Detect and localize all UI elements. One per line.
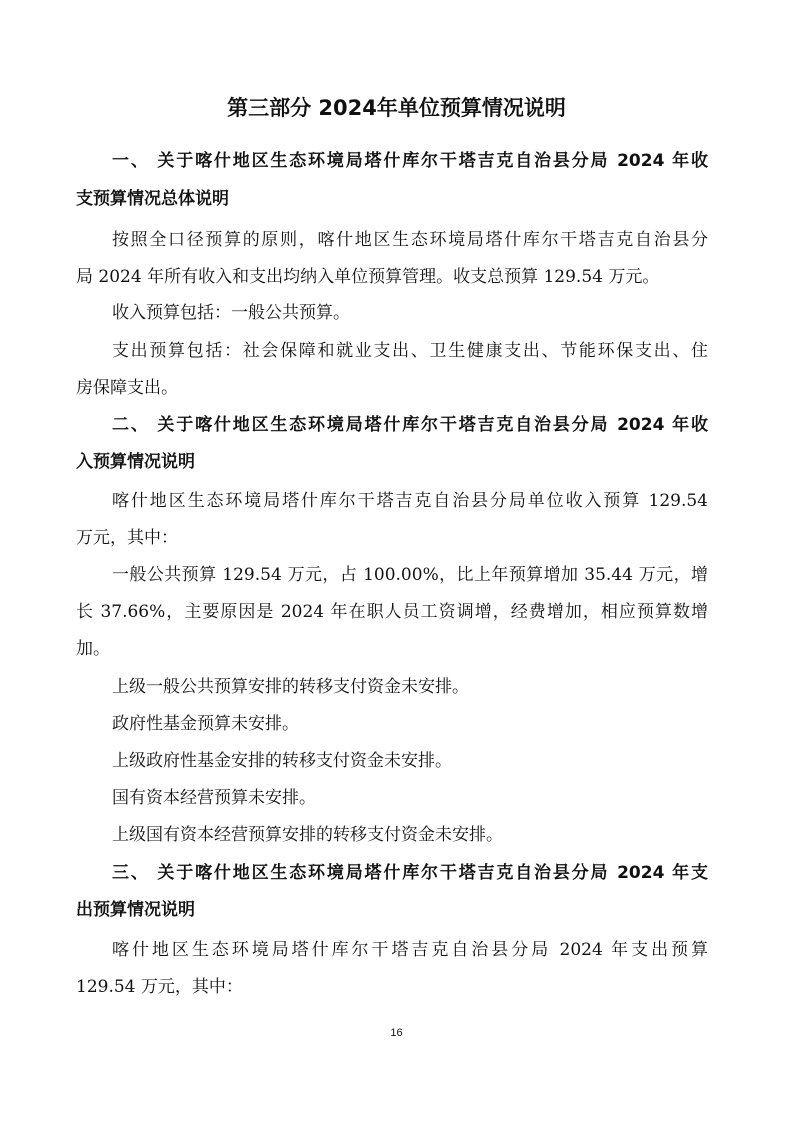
paragraph-line: 支出预算包括：社会保障和就业支出、卫生健康支出、节能环保支出、住 <box>112 341 708 361</box>
page-title: 第三部分 2024年单位预算情况说明 <box>227 96 566 120</box>
paragraph-line: 国有资本经营预算未安排。 <box>112 788 316 808</box>
paragraph-line: 房保障支出。 <box>76 378 178 398</box>
paragraph-line: 政府性基金预算未安排。 <box>112 714 299 734</box>
paragraph-line: 上级一般公共预算安排的转移支付资金未安排。 <box>112 677 469 697</box>
section-heading-line: 入预算情况说明 <box>76 452 195 472</box>
paragraph-line: 129.54 万元，其中： <box>76 977 243 997</box>
section-heading-line: 一、 关于喀什地区生态环境局塔什库尔干塔吉克自治县分局 2024 年收 <box>112 151 708 171</box>
paragraph-line: 局 2024 年所有收入和支出均纳入单位预算管理。收支总预算 129.54 万元。 <box>76 267 660 287</box>
paragraph-line: 喀什地区生态环境局塔什库尔干塔吉克自治县分局单位收入预算 129.54 <box>112 491 708 511</box>
paragraph-line: 按照全口径预算的原则，喀什地区生态环境局塔什库尔干塔吉克自治县分 <box>112 230 708 250</box>
section-heading-line: 出预算情况说明 <box>76 900 195 920</box>
section-heading-line: 支预算情况总体说明 <box>76 189 229 209</box>
paragraph-line: 上级政府性基金安排的转移支付资金未安排。 <box>112 751 452 771</box>
paragraph-line: 上级国有资本经营预算安排的转移支付资金未安排。 <box>112 825 503 845</box>
paragraph-line: 收入预算包括：一般公共预算。 <box>112 303 350 323</box>
section-heading-line: 三、 关于喀什地区生态环境局塔什库尔干塔吉克自治县分局 2024 年支 <box>112 863 708 883</box>
paragraph-line: 长 37.66%，主要原因是 2024 年在职人员工资调增，经费增加，相应预算数增 <box>76 602 708 622</box>
paragraph-line: 加。 <box>76 639 110 659</box>
paragraph-line: 一般公共预算 129.54 万元，占 100.00%，比上年预算增加 35.44 万元，增 <box>112 565 708 585</box>
paragraph-line: 喀什地区生态环境局塔什库尔干塔吉克自治县分局 2024 年支出预算 <box>112 940 708 960</box>
paragraph-line: 万元，其中： <box>76 528 178 548</box>
page-number: 16 <box>390 1027 403 1039</box>
section-heading-line: 二、 关于喀什地区生态环境局塔什库尔干塔吉克自治县分局 2024 年收 <box>112 415 708 435</box>
